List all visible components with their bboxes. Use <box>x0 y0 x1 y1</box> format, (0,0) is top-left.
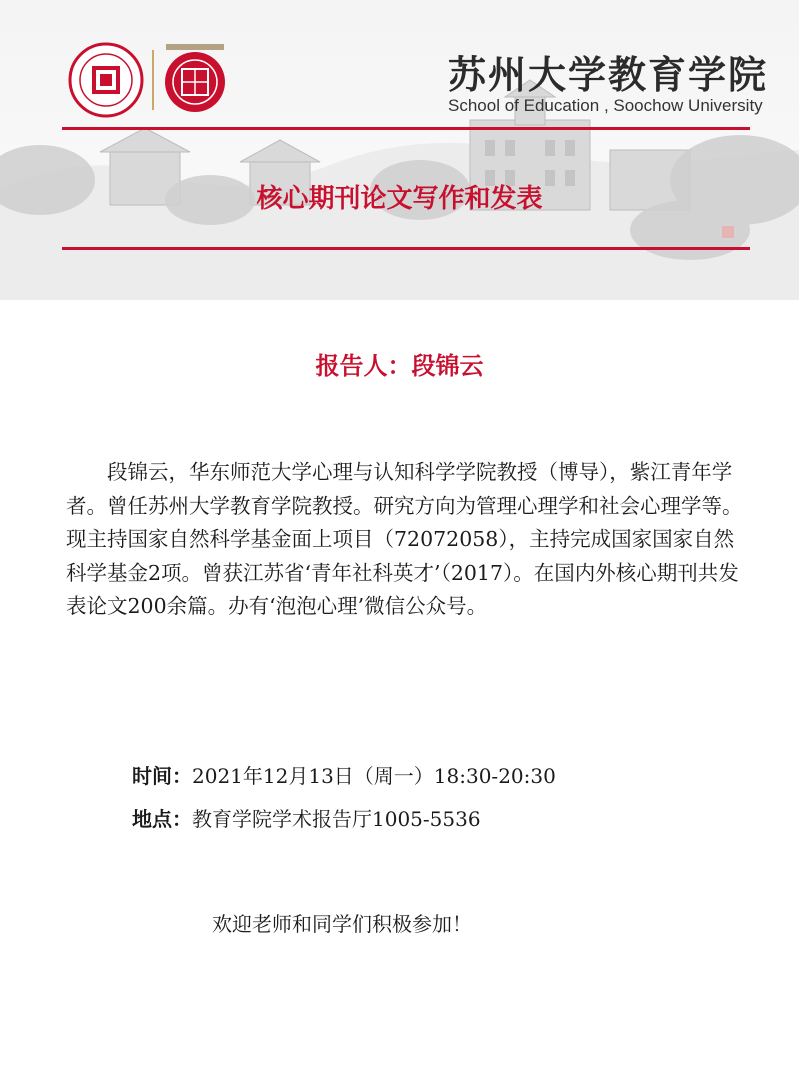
time-value: 2021年12月13日（周一）18:30-20:30 <box>192 764 556 788</box>
school-name-english: School of Education , Soochow University <box>448 96 763 115</box>
logo-divider <box>152 50 154 110</box>
event-time <box>132 760 556 789</box>
event-location <box>132 803 481 832</box>
place-label: 地点： <box>132 807 192 831</box>
event-title: 核心期刊论文写作和发表 <box>256 184 543 214</box>
header-divider-bottom <box>62 247 750 250</box>
welcome-message: 欢迎老师和同学们积极参加！ <box>212 912 472 936</box>
school-name-chinese: 苏州大学教育学院 <box>448 52 769 97</box>
header-divider-top <box>62 127 750 130</box>
speaker-line: 报告人：段锦云 <box>315 352 484 380</box>
institute-logo <box>160 42 230 118</box>
university-seal-logo <box>68 42 144 118</box>
speaker-bio: 段锦云，华东师范大学心理与认知科学学院教授（博导），紫江青年学者。曾任苏州大学教育学院教授。研究方向为管理心理学和社会心理学等。现主持国家自然科学基金面上项目（72072058），主持完成国家国家自然科学基金2项。曾获江苏省‘青年社科英才’（2017）。在国内外核心期刊共发表论文200余篇。办有‘泡泡心理’微信公众号。 <box>66 460 743 618</box>
place-value: 教育学院学术报告厅1005-5536 <box>192 807 481 831</box>
time-label: 时间： <box>132 764 192 788</box>
